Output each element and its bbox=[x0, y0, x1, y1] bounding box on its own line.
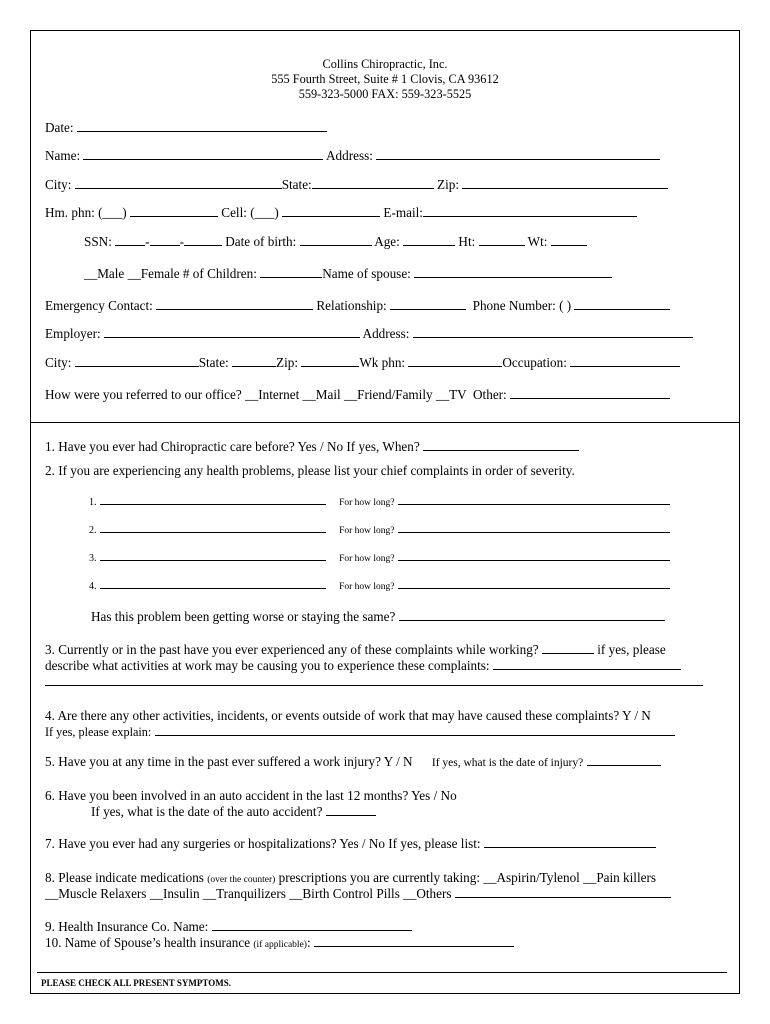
cell-label: Cell: (___) bbox=[221, 205, 279, 220]
employer-city-label: City: bbox=[45, 355, 72, 370]
phone-row bbox=[45, 205, 637, 221]
question-10-text: 10. Name of Spouse’s health insurance bbox=[45, 935, 251, 950]
male-option[interactable]: __Male bbox=[84, 266, 125, 281]
zip-field[interactable] bbox=[462, 177, 668, 189]
occupation-label: Occupation: bbox=[502, 355, 567, 370]
complaint-number: 4. bbox=[89, 581, 97, 592]
employer-address-field[interactable] bbox=[413, 326, 693, 338]
emergency-phone-label: Phone Number: ( ) bbox=[472, 298, 572, 313]
complaint-field[interactable] bbox=[100, 577, 326, 589]
ht-label: Ht: bbox=[458, 234, 476, 249]
for-how-long-label: For how long? bbox=[339, 554, 395, 564]
employer-zip-field[interactable] bbox=[301, 355, 359, 367]
question-2: 2. If you are experiencing any health problems, please list your chief complaints in order of severity. bbox=[45, 463, 575, 478]
state-label: State: bbox=[281, 177, 312, 192]
complaint-number: 2. bbox=[89, 525, 97, 536]
employer-state-field[interactable] bbox=[232, 355, 276, 367]
emergency-label: Emergency Contact: bbox=[45, 298, 153, 313]
worse-row bbox=[91, 609, 665, 625]
duration-field[interactable] bbox=[398, 549, 670, 561]
address-label: Address: bbox=[326, 148, 373, 163]
zip-label: Zip: bbox=[437, 177, 460, 192]
medication-pain-killers[interactable]: __Pain killers bbox=[583, 870, 657, 885]
question-6: 6. Have you been involved in an auto accident in the last 12 months? Yes / No bbox=[45, 788, 457, 803]
wt-label: Wt: bbox=[527, 234, 548, 249]
spouse-insurance-field[interactable] bbox=[314, 935, 514, 947]
question-6-cont bbox=[91, 804, 376, 820]
address-field[interactable] bbox=[376, 148, 660, 160]
referral-row bbox=[45, 387, 670, 403]
question-8-text: 8. Please indicate medications bbox=[45, 870, 204, 885]
question-8-otc: (over the counter) bbox=[207, 875, 276, 885]
email-label: E-mail: bbox=[383, 205, 423, 220]
question-3-text: 3. Currently or in the past have you ever experienced any of these complaints while working? bbox=[45, 642, 539, 657]
city-field[interactable] bbox=[75, 177, 282, 189]
emergency-field[interactable] bbox=[156, 298, 313, 310]
question-3-describe: describe what activities at work may be causing you to experience these complaints: bbox=[45, 658, 490, 673]
ssn-row bbox=[84, 234, 587, 250]
duration-field[interactable] bbox=[398, 493, 670, 505]
complaint-row bbox=[89, 577, 670, 595]
complaint-field[interactable] bbox=[100, 521, 326, 533]
occupation-field[interactable] bbox=[570, 355, 680, 367]
children-label: # of Children: bbox=[182, 266, 257, 281]
medication-tranquilizers[interactable]: __Tranquilizers bbox=[202, 886, 286, 901]
relationship-label: Relationship: bbox=[316, 298, 387, 313]
intake-form-page bbox=[30, 30, 740, 994]
question-7-field[interactable] bbox=[484, 836, 656, 848]
ssn-dash: - bbox=[179, 234, 184, 249]
date-field[interactable] bbox=[77, 120, 327, 132]
ssn-label: SSN: bbox=[84, 234, 112, 249]
relationship-field[interactable] bbox=[390, 298, 466, 310]
medication-others-field[interactable] bbox=[455, 886, 671, 898]
for-how-long-label: For how long? bbox=[339, 498, 395, 508]
question-10 bbox=[45, 935, 514, 953]
work-phone-field[interactable] bbox=[408, 355, 502, 367]
question-3-cont bbox=[45, 658, 681, 674]
question-4: 4. Are there any other activities, incidents, or events outside of work that may have caused these complaints? Y / N bbox=[45, 708, 651, 723]
employer-zip-label: Zip: bbox=[276, 355, 299, 370]
work-phone-label: Wk phn: bbox=[359, 355, 406, 370]
referral-label: How were you referred to our office? bbox=[45, 387, 242, 402]
question-4-field[interactable] bbox=[155, 724, 675, 736]
question-10-applicable: (if applicable) bbox=[253, 940, 307, 950]
gender-row bbox=[84, 266, 612, 282]
email-field[interactable] bbox=[423, 205, 637, 217]
spouse-label: Name of spouse: bbox=[322, 266, 411, 281]
for-how-long-label: For how long? bbox=[339, 582, 395, 592]
question-10-colon: : bbox=[306, 935, 311, 950]
footer-divider bbox=[37, 972, 727, 973]
question-4-explain: If yes, please explain: bbox=[45, 725, 152, 739]
complaint-row bbox=[89, 521, 670, 539]
age-field[interactable] bbox=[403, 234, 455, 246]
ssn-field-1[interactable] bbox=[115, 234, 145, 246]
duration-field[interactable] bbox=[398, 521, 670, 533]
children-field[interactable] bbox=[260, 266, 322, 278]
question-9 bbox=[45, 919, 412, 935]
employer-address-label: Address: bbox=[362, 326, 410, 341]
insurance-field[interactable] bbox=[212, 919, 412, 931]
for-how-long-label: For how long? bbox=[339, 526, 395, 536]
symptoms-heading: PLEASE CHECK ALL PRESENT SYMPTOMS. bbox=[41, 978, 231, 988]
referral-other-label: Other: bbox=[473, 387, 507, 402]
emergency-phone-field[interactable] bbox=[574, 298, 670, 310]
ht-field[interactable] bbox=[479, 234, 525, 246]
female-option[interactable]: __Female bbox=[127, 266, 180, 281]
home-phone-field[interactable] bbox=[130, 205, 218, 217]
question-9-text: 9. Health Insurance Co. Name: bbox=[45, 919, 209, 934]
worse-field[interactable] bbox=[399, 609, 665, 621]
ssn-field-2[interactable] bbox=[150, 234, 180, 246]
cell-field[interactable] bbox=[282, 205, 380, 217]
employer-label: Employer: bbox=[45, 326, 101, 341]
wt-field[interactable] bbox=[551, 234, 587, 246]
referral-other-field[interactable] bbox=[510, 387, 670, 399]
city-row bbox=[45, 177, 668, 193]
referral-tv[interactable]: __TV bbox=[435, 387, 467, 402]
company-address: 555 Fourth Street, Suite # 1 Clovis, CA 93612 bbox=[271, 72, 499, 86]
name-row bbox=[45, 148, 660, 164]
company-name: Collins Chiropractic, Inc. bbox=[322, 57, 448, 71]
question-3-field[interactable] bbox=[542, 642, 594, 654]
referral-mail[interactable]: __Mail bbox=[302, 387, 341, 402]
question-3 bbox=[45, 642, 666, 658]
employer-field[interactable] bbox=[104, 326, 360, 338]
question-8-cont bbox=[45, 886, 671, 902]
question-5-field[interactable] bbox=[587, 754, 661, 766]
question-4-cont bbox=[45, 724, 675, 740]
employer-city-row bbox=[45, 355, 680, 371]
question-1-field[interactable] bbox=[423, 439, 579, 451]
complaint-field[interactable] bbox=[100, 493, 326, 505]
city-label: City: bbox=[45, 177, 72, 192]
medication-others[interactable]: __Others bbox=[403, 886, 452, 901]
worse-question: Has this problem been getting worse or staying the same? bbox=[91, 609, 396, 624]
dob-field[interactable] bbox=[300, 234, 372, 246]
referral-friend-family[interactable]: __Friend/Family bbox=[343, 387, 433, 402]
age-label: Age: bbox=[374, 234, 400, 249]
name-field[interactable] bbox=[83, 148, 323, 160]
question-5-ifyes: If yes, what is the date of injury? bbox=[431, 757, 584, 769]
ssn-dash: - bbox=[145, 234, 150, 249]
question-3-ifyes: if yes, please bbox=[597, 642, 666, 657]
medication-birth-control[interactable]: __Birth Control Pills bbox=[289, 886, 400, 901]
employer-row bbox=[45, 326, 693, 342]
complaint-number: 1. bbox=[89, 497, 97, 508]
question-7 bbox=[45, 836, 656, 852]
complaint-field[interactable] bbox=[100, 549, 326, 561]
ssn-field-3[interactable] bbox=[184, 234, 222, 246]
state-field[interactable] bbox=[312, 177, 434, 189]
question-5 bbox=[45, 754, 661, 771]
question-6-ifyes: If yes, what is the date of the auto accident? bbox=[91, 804, 323, 819]
duration-field[interactable] bbox=[398, 577, 670, 589]
date-label: Date: bbox=[45, 120, 74, 135]
name-label: Name: bbox=[45, 148, 81, 163]
question-3-extra-line[interactable] bbox=[45, 685, 703, 686]
question-6-field[interactable] bbox=[326, 804, 376, 816]
question-7-text: 7. Have you ever had any surgeries or hospitalizations? Yes / No If yes, please list: bbox=[45, 836, 481, 851]
complaint-row bbox=[89, 493, 670, 511]
spouse-field[interactable] bbox=[414, 266, 612, 278]
emergency-row bbox=[45, 298, 670, 314]
referral-internet[interactable]: __Internet bbox=[245, 387, 300, 402]
medication-aspirin[interactable]: __Aspirin/Tylenol bbox=[483, 870, 580, 885]
home-phone-label: Hm. phn: (___) bbox=[45, 205, 127, 220]
complaint-number: 3. bbox=[89, 553, 97, 564]
medication-insulin[interactable]: __Insulin bbox=[149, 886, 200, 901]
dob-label: Date of birth: bbox=[225, 234, 297, 249]
date-row bbox=[45, 120, 327, 136]
company-phones: 559-323-5000 FAX: 559-323-5525 bbox=[298, 87, 472, 101]
employer-state-label: State: bbox=[198, 355, 229, 370]
complaint-row bbox=[89, 549, 670, 567]
question-3-describe-field[interactable] bbox=[493, 658, 681, 670]
question-8-prescriptions: prescriptions you are currently taking: bbox=[278, 870, 481, 885]
question-1-text: 1. Have you ever had Chiropractic care before? Yes / No If yes, When? bbox=[45, 439, 420, 454]
medication-muscle-relaxers[interactable]: __Muscle Relaxers bbox=[45, 886, 147, 901]
employer-city-field[interactable] bbox=[75, 355, 199, 367]
section-divider bbox=[31, 422, 739, 423]
question-5-text: 5. Have you at any time in the past ever suffered a work injury? Y / N bbox=[45, 754, 413, 769]
question-1 bbox=[45, 439, 579, 455]
